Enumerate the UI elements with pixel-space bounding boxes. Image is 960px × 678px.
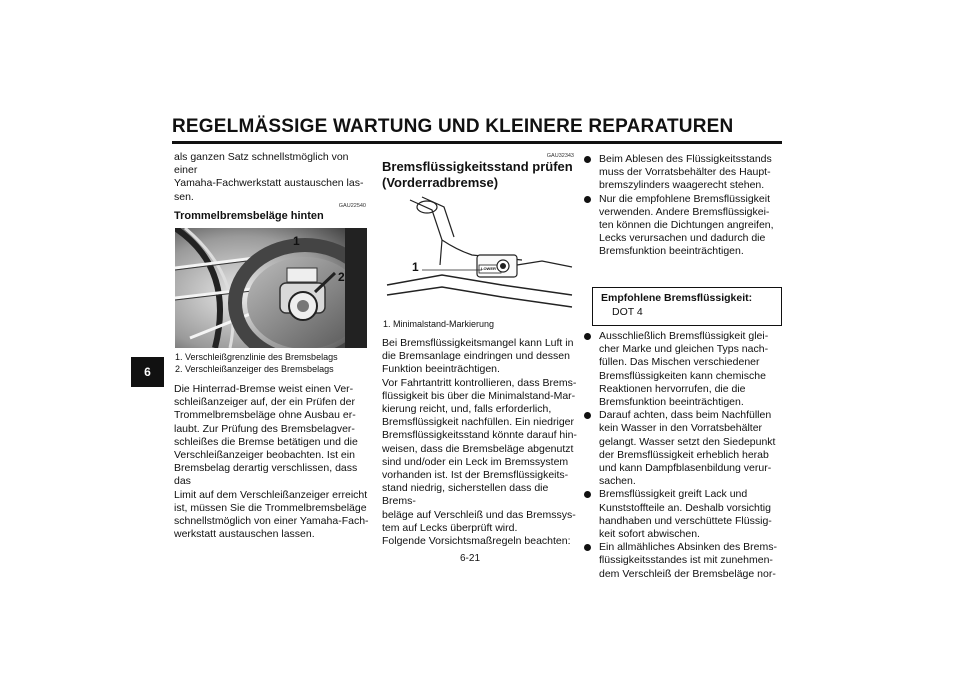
bullet-icon bbox=[584, 544, 591, 551]
brake-reservoir-illustration bbox=[382, 195, 577, 310]
list-item bbox=[583, 153, 788, 193]
list-item-text: Bremsflüssigkeit greift Lack und Kunststoffteile an. Deshalb vorsichtig handhaben und verschüttete Flüssig- keit sofort abwischen. bbox=[599, 488, 772, 541]
callout-label-2: 2 bbox=[338, 270, 345, 284]
bullet-icon bbox=[584, 196, 591, 203]
left-body-text: Die Hinterrad-Bremse weist einen Ver- schleißanzeiger auf, der ein Prüfen der Trommelbremsbeläge ohne Ausbau er- laubt. Zur Prüfung des Bremsbelagver- schleißes die Bremse betätigen und die Verschleißanzeiger beobachten. Ist ein Bremsbelag derartig verschlissen, dass das Limit auf dem Verschleißanzeiger erreicht ist, müssen Sie die Trommelbremsbeläge schnellstmöglich von einer Yamaha-Fach- werkstatt austauschen lassen. bbox=[174, 383, 369, 541]
rear-drum-brake-illustration bbox=[175, 228, 367, 348]
bullet-list-top bbox=[583, 153, 788, 259]
bullet-icon bbox=[584, 491, 591, 498]
left-captions bbox=[175, 351, 370, 376]
list-item bbox=[583, 330, 788, 409]
recommended-fluid-box bbox=[592, 287, 782, 326]
header-rule bbox=[172, 141, 782, 144]
bullet-icon bbox=[584, 412, 591, 419]
list-item-text: Darauf achten, dass beim Nachfüllen kein Wasser in den Vorratsbehälter gelangt. Wasser setzt den Siedepunkt der Bremsflüssigkeit erheblich herab und kann Dampfblasenbildung verur- sachen. bbox=[599, 409, 776, 488]
middle-section-title: Bremsflüssigkeitsstand prüfen (Vorderradbremse) bbox=[382, 159, 573, 190]
callout-label-1: 1 bbox=[412, 260, 419, 274]
middle-section-code: GAU32343 bbox=[546, 153, 574, 159]
chapter-tab: 6 bbox=[131, 357, 164, 387]
bullet-icon bbox=[584, 333, 591, 340]
left-section-heading: Trommelbremsbeläge hinten bbox=[174, 210, 324, 222]
middle-caption: 1. Minimalstand-Markierung bbox=[383, 319, 495, 329]
middle-body-text: Bei Bremsflüssigkeitsmangel kann Luft in die Bremsanlage eindringen und dessen Funktion beeinträchtigen. Vor Fahrtantritt kontrollieren, dass Brems- flüssigkeit bis über die Minimalstand-Mar- kierung reicht, und, falls erforderlich, Bremsflüssigkeit nachfüllen. Ein niedriger Bremsflüssigkeitsstand könnte darauf hin- weisen, dass die Bremsbeläge abgenutzt sind und/oder ein Leck im Bremssystem vorhanden ist. Ist der Bremsflüssigkeits- stand niedrig, sicherstellen dass die Brems- beläge auf Verschleiß und das Bremssys- tem auf Lecks überprüft wird. Folgende Vorsichtsmaßregeln beachten: bbox=[382, 337, 577, 548]
front-brake-reservoir-image bbox=[382, 195, 577, 310]
left-intro-text: als ganzen Satz schnellstmöglich von einer Yamaha-Fachwerkstatt austauschen las- sen. bbox=[174, 151, 364, 203]
list-item bbox=[583, 193, 788, 259]
list-item-text: Ein allmähliches Absinken des Brems- flüssigkeitsstandes ist mit zunehmen- dem Verschleiß der Bremsbeläge nor- bbox=[599, 541, 777, 580]
page-number: 6-21 bbox=[460, 553, 481, 564]
recommended-fluid-label: Empfohlene Bremsflüssigkeit: bbox=[601, 292, 753, 304]
list-item bbox=[583, 541, 788, 581]
rear-drum-brake-image bbox=[175, 228, 367, 348]
callout-label-1: 1 bbox=[293, 234, 300, 248]
list-item-text: Nur die empfohlene Bremsflüssigkeit verwenden. Andere Bremsflüssigkei- ten können die Dichtungen angreifen, Lecks verursachen und dadurch die Bremsfunktion beeinträchtigen. bbox=[599, 192, 774, 258]
list-item-text: Ausschließlich Bremsflüssigkeit glei- cher Marke und gleichen Typs nach- füllen. Das Mischen verschiedener Bremsflüssigkeiten kann chemische Reaktionen hervorrufen, die die Bremsfunktion beeinträchtigen. bbox=[599, 330, 769, 409]
left-section-code: GAU22540 bbox=[338, 203, 366, 209]
page-header: REGELMÄSSIGE WARTUNG UND KLEINERE REPARATUREN bbox=[172, 116, 734, 137]
list-item-text: Beim Ablesen des Flüssigkeitsstands muss der Vorratsbehälter des Haupt- bremszylinders waagerecht stehen. bbox=[599, 153, 772, 192]
list-item bbox=[583, 488, 788, 541]
bullet-list-bottom bbox=[583, 330, 788, 581]
caption-item: 1. Verschleißgrenzlinie des Bremsbelags bbox=[175, 352, 338, 362]
bullet-icon bbox=[584, 156, 591, 163]
recommended-fluid-value: DOT 4 bbox=[612, 306, 643, 318]
reservoir-lower-mark: LOWER bbox=[481, 266, 496, 271]
list-item bbox=[583, 409, 788, 488]
caption-item: 2. Verschleißanzeiger des Bremsbelags bbox=[175, 364, 334, 375]
